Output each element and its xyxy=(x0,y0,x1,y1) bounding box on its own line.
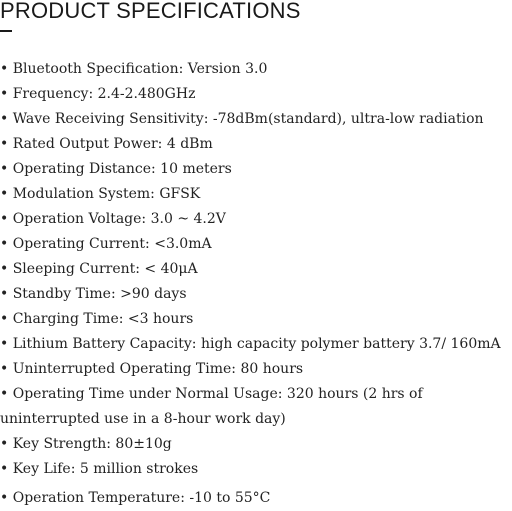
spec-item xyxy=(0,57,512,82)
spec-item xyxy=(0,182,512,207)
bullet-icon: • xyxy=(0,161,9,177)
spec-item xyxy=(0,382,512,432)
specification-list xyxy=(0,57,512,511)
bullet-icon: • xyxy=(0,286,9,302)
bullet-icon: • xyxy=(0,111,9,127)
section-title: PRODUCT SPECIFICATIONS xyxy=(0,0,301,23)
spec-text: Rated Output Power: 4 dBm xyxy=(12,136,213,152)
title-underline xyxy=(0,30,12,32)
spec-text: Operating Distance: 10 meters xyxy=(12,161,232,177)
spec-item xyxy=(0,307,512,332)
spec-text: Modulation System: GFSK xyxy=(12,186,201,202)
bullet-icon: • xyxy=(0,136,9,152)
bullet-icon: • xyxy=(0,86,9,102)
bullet-icon: • xyxy=(0,490,9,506)
spec-item xyxy=(0,207,512,232)
spec-text: Uninterrupted Operating Time: 80 hours xyxy=(12,361,304,377)
bullet-icon: • xyxy=(0,61,9,77)
bullet-icon: • xyxy=(0,211,9,227)
spec-item xyxy=(0,357,512,382)
spec-text: Frequency: 2.4-2.480GHz xyxy=(12,86,196,102)
spec-text: Key Strength: 80±10g xyxy=(12,436,172,452)
spec-item xyxy=(0,332,512,357)
spec-item xyxy=(0,486,512,511)
spec-item xyxy=(0,432,512,457)
spec-text: Operation Temperature: -10 to 55°C xyxy=(12,490,271,506)
bullet-icon: • xyxy=(0,436,9,452)
bullet-icon: • xyxy=(0,461,9,477)
spec-item xyxy=(0,257,512,282)
spec-text: Operation Voltage: 3.0 ~ 4.2V xyxy=(12,211,226,227)
spec-text: Sleeping Current: < 40μA xyxy=(12,261,198,277)
spec-text: Key Life: 5 million strokes xyxy=(12,461,199,477)
spec-text: Lithium Battery Capacity: high capacity polymer battery 3.7/ 160mA xyxy=(12,336,501,352)
bullet-icon: • xyxy=(0,186,9,202)
bullet-icon: • xyxy=(0,336,9,352)
spec-text: Wave Receiving Sensitivity: -78dBm(standard), ultra-low radiation xyxy=(12,111,484,127)
bullet-icon: • xyxy=(0,261,9,277)
spec-item xyxy=(0,232,512,257)
bullet-icon: • xyxy=(0,386,9,402)
spec-text: Operating Time under Normal Usage: 320 hours (2 hrs of uninterrupted use in a 8-hour work day) xyxy=(0,386,423,427)
spec-item xyxy=(0,157,512,182)
spec-text: Bluetooth Specification: Version 3.0 xyxy=(12,61,268,77)
spec-item xyxy=(0,282,512,307)
spec-text: Operating Current: <3.0mA xyxy=(12,236,212,252)
bullet-icon: • xyxy=(0,311,9,327)
bullet-icon: • xyxy=(0,361,9,377)
spec-item xyxy=(0,82,512,107)
spec-text: Charging Time: <3 hours xyxy=(12,311,194,327)
spec-text: Standby Time: >90 days xyxy=(12,286,187,302)
spec-item xyxy=(0,132,512,157)
bullet-icon: • xyxy=(0,236,9,252)
spec-item xyxy=(0,457,512,482)
spec-item xyxy=(0,107,512,132)
